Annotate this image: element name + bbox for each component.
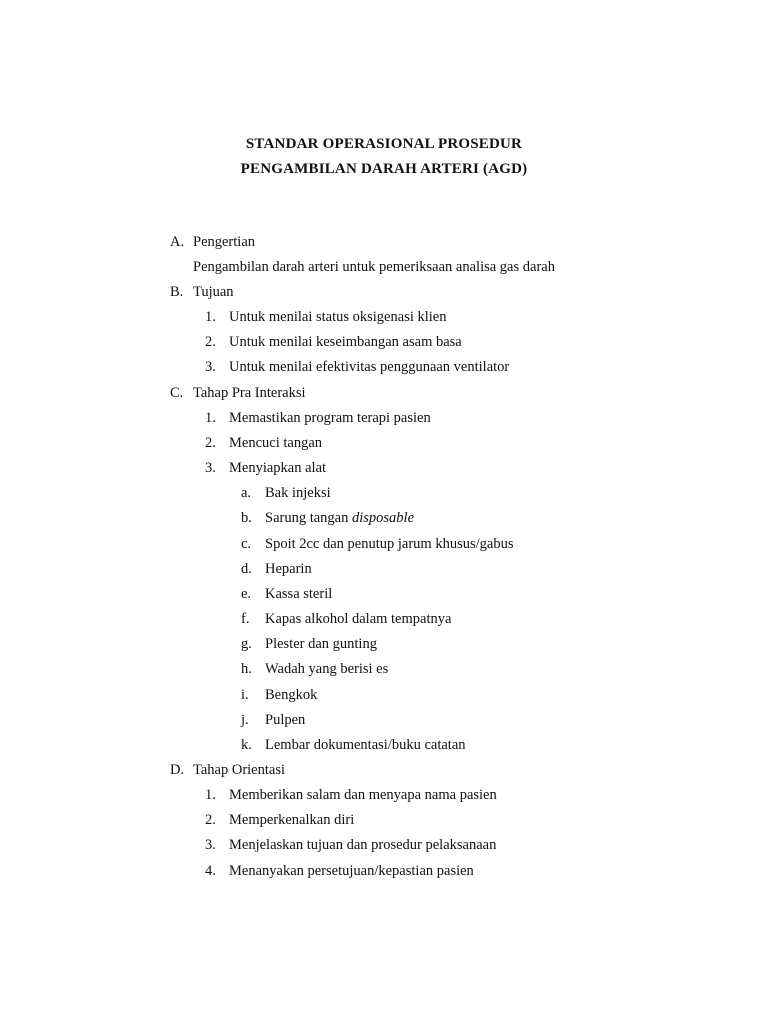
list-item: Menyiapkan alat bbox=[229, 460, 327, 476]
sublist-item-marker: g. bbox=[241, 636, 252, 652]
list-item-marker: 2. bbox=[205, 812, 216, 828]
section-heading: Tahap Orientasi bbox=[193, 762, 285, 778]
sublist-item: Kapas alkohol dalam tempatnya bbox=[265, 611, 452, 627]
list-item: Memberikan salam dan menyapa nama pasien bbox=[229, 787, 497, 803]
section-heading: Pengertian bbox=[193, 234, 256, 250]
sublist-item: Heparin bbox=[265, 561, 312, 577]
sublist-item: Spoit 2cc dan penutup jarum khusus/gabus bbox=[265, 536, 514, 552]
section-heading: Tujuan bbox=[193, 284, 234, 300]
sublist-item: Bak injeksi bbox=[265, 485, 331, 501]
sublist-item-marker: f. bbox=[241, 611, 250, 627]
sublist-item: Lembar dokumentasi/buku catatan bbox=[265, 737, 466, 753]
list-item-marker: 1. bbox=[205, 787, 216, 803]
section-heading: Tahap Pra Interaksi bbox=[193, 385, 306, 401]
list-item: Memperkenalkan diri bbox=[229, 812, 355, 828]
sublist-item-marker: i. bbox=[241, 687, 249, 703]
sublist-item: Wadah yang berisi es bbox=[265, 661, 389, 677]
list-item-marker: 3. bbox=[205, 837, 216, 853]
document-title-line-1: STANDAR OPERASIONAL PROSEDUR bbox=[245, 136, 523, 152]
section-paragraph: Pengambilan darah arteri untuk pemeriksaan analisa gas darah bbox=[193, 259, 555, 275]
list-item-marker: 3. bbox=[205, 359, 216, 375]
list-item-marker: 2. bbox=[205, 435, 216, 451]
list-item: Untuk menilai keseimbangan asam basa bbox=[229, 334, 462, 350]
section-marker: C. bbox=[170, 385, 184, 401]
list-item-marker: 4. bbox=[205, 863, 216, 879]
sublist-item-marker: h. bbox=[241, 661, 252, 677]
sublist-item-italic-text: disposable bbox=[351, 510, 415, 526]
section-marker: D. bbox=[170, 762, 185, 778]
sublist-item-marker: e. bbox=[241, 586, 252, 602]
sublist-item: Bengkok bbox=[265, 687, 318, 703]
list-item: Untuk menilai efektivitas penggunaan ventilator bbox=[229, 359, 510, 375]
sublist-item-marker: b. bbox=[241, 510, 252, 526]
sublist-item-marker: k. bbox=[241, 737, 252, 753]
list-item: Menanyakan persetujuan/kepastian pasien bbox=[229, 863, 474, 879]
list-item: Menjelaskan tujuan dan prosedur pelaksanaan bbox=[229, 837, 497, 853]
sublist-item-marker: d. bbox=[241, 561, 252, 577]
sublist-item-text: Sarung tangan bbox=[265, 510, 352, 526]
list-item-marker: 2. bbox=[205, 334, 216, 350]
list-item-marker: 1. bbox=[205, 309, 216, 325]
list-item-marker: 1. bbox=[205, 410, 216, 426]
section-marker: B. bbox=[170, 284, 184, 300]
sublist-item: Pulpen bbox=[265, 712, 306, 728]
sublist-item-marker: a. bbox=[241, 485, 252, 501]
sublist-item: Plester dan gunting bbox=[265, 636, 377, 652]
sublist-item-marker: c. bbox=[241, 536, 252, 552]
list-item: Memastikan program terapi pasien bbox=[229, 410, 431, 426]
list-item: Untuk menilai status oksigenasi klien bbox=[229, 309, 447, 325]
sublist-item: Kassa steril bbox=[265, 586, 333, 602]
document-title-line-2: PENGAMBILAN DARAH ARTERI (AGD) bbox=[240, 161, 528, 177]
sublist-item-marker: j. bbox=[241, 712, 249, 728]
list-item: Mencuci tangan bbox=[229, 435, 323, 451]
section-marker: A. bbox=[170, 234, 185, 250]
sublist-item bbox=[265, 508, 414, 528]
list-item-marker: 3. bbox=[205, 460, 216, 476]
